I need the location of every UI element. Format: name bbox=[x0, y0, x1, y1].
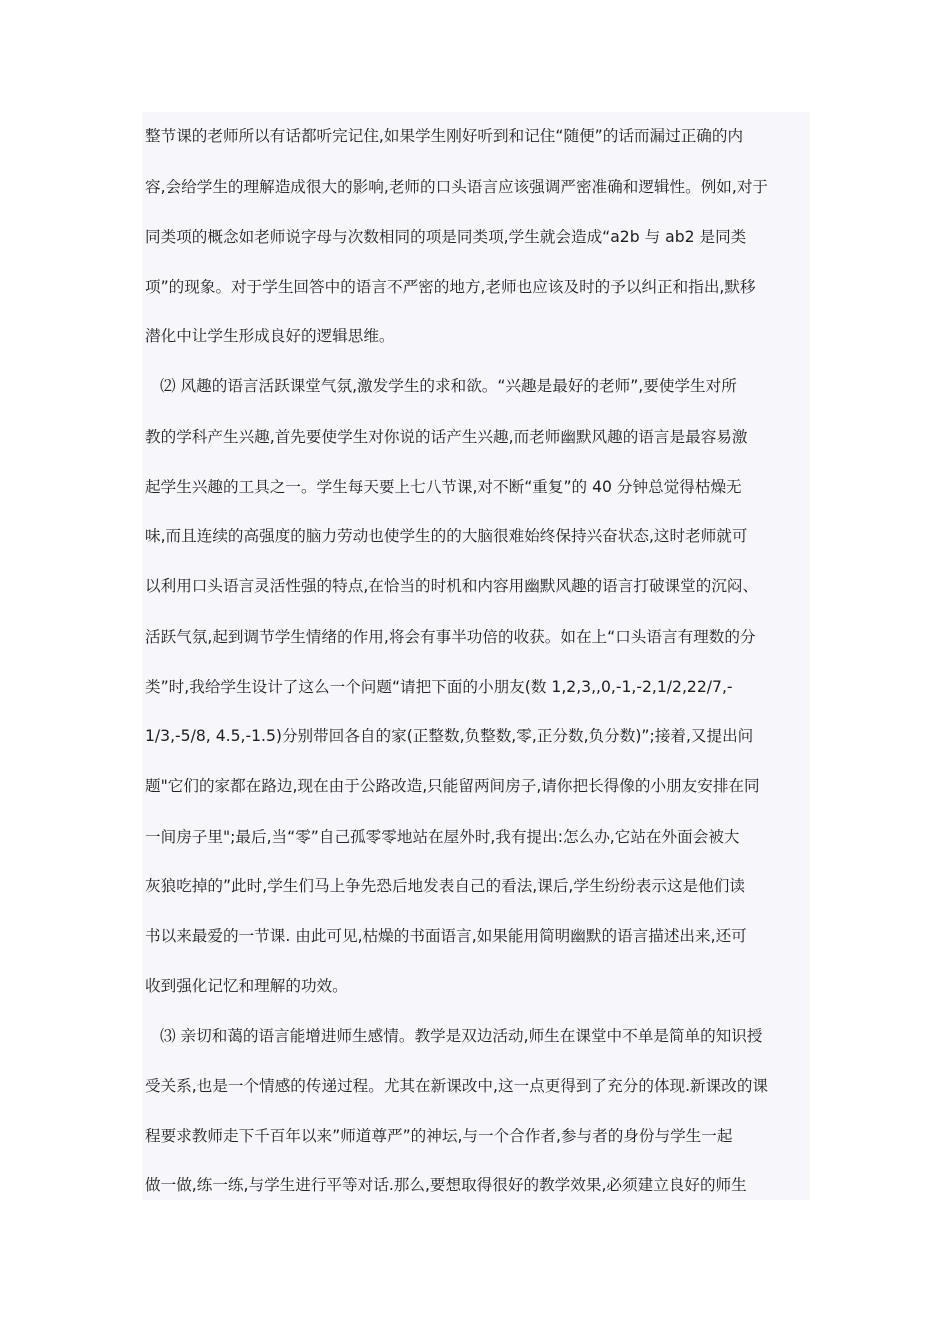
text-line: 类”时,我给学生设计了这么一个问题“请把下面的小朋友(数 1,2,3,,0,-1,-2,1/2,22/7,- bbox=[145, 678, 733, 696]
text-line: 受关系,也是一个情感的传递过程。尤其在新课改中,这一点更得到了充分的体现.新课改的课 bbox=[145, 1077, 769, 1095]
text-line: 书以来最爱的一节课. 由此可见,枯燥的书面语言,如果能用简明幽默的语言描述出来,还可 bbox=[145, 927, 747, 945]
text-line: 题"它们的家都在路边,现在由于公路改造,只能留两间房子,请你把长得像的小朋友安排在同 bbox=[145, 777, 760, 795]
text-line: 1/3,-5/8, 4.5,-1.5)分别带回各自的家(正整数,负整数,零,正分数,负分数)”;接着,又提出问 bbox=[145, 727, 754, 745]
text-line: 以利用口头语言灵活性强的特点,在恰当的时机和内容用幽默风趣的语言打破课堂的沉闷、 bbox=[145, 577, 759, 595]
text-line: 教的学科产生兴趣,首先要使学生对你说的话产生兴趣,而老师幽默风趣的语言是最容易激 bbox=[145, 428, 748, 446]
text-line: 潜化中让学生形成良好的逻辑思维。 bbox=[145, 327, 395, 345]
text-line: 容,会给学生的理解造成很大的影响,老师的口头语言应该强调严密准确和逻辑性。例如,对于 bbox=[145, 178, 769, 196]
text-line: 做一做,练一练,与学生进行平等对话.那么,要想取得很好的教学效果,必须建立良好的师生 bbox=[145, 1176, 747, 1194]
text-line: 起学生兴趣的工具之一。学生每天要上七八节课,对不断“重复”的 40 分钟总觉得枯燥无 bbox=[145, 478, 742, 496]
text-line: 同类项的概念如老师说字母与次数相同的项是同类项,学生就会造成“a2b 与 ab2 是同类 bbox=[145, 228, 747, 246]
text-line: 收到强化记忆和理解的功效。 bbox=[145, 977, 348, 995]
text-line: 一间房子里";最后,当“零”自己孤零零地站在屋外时,我有提出:怎么办,它站在外面会被大 bbox=[145, 828, 740, 846]
paragraph-2-first-line: ⑵ 风趣的语言活跃课堂气氛,激发学生的求和欲。“兴趣是最好的老师”,要使学生对所 bbox=[160, 377, 737, 395]
paragraph-3-first-line: ⑶ 亲切和蔼的语言能增进师生感情。教学是双边活动,师生在课堂中不单是简单的知识授 bbox=[160, 1027, 763, 1045]
text-line: 味,而且连续的高强度的脑力劳动也使学生的的大脑很难始终保持兴奋状态,这时老师就可 bbox=[145, 527, 748, 545]
text-line: 灰狼吃掉的”此时,学生们马上争先恐后地发表自己的看法,课后,学生纷纷表示这是他们读 bbox=[145, 877, 745, 895]
text-line: 项”的现象。对于学生回答中的语言不严密的地方,老师也应该及时的予以纠正和指出,默移 bbox=[145, 278, 756, 296]
text-line: 活跃气氛,起到调节学生情绪的作用,将会有事半功倍的收获。如在上“口头语言有理数的分 bbox=[145, 628, 756, 646]
text-line: 程要求教师走下千百年以来”师道尊严”的神坛,与一个合作者,参与者的身份与学生一起 bbox=[145, 1127, 733, 1145]
text-line: 整节课的老师所以有话都听完记住,如果学生刚好听到和记住“随便”的话而漏过正确的内 bbox=[145, 127, 744, 145]
